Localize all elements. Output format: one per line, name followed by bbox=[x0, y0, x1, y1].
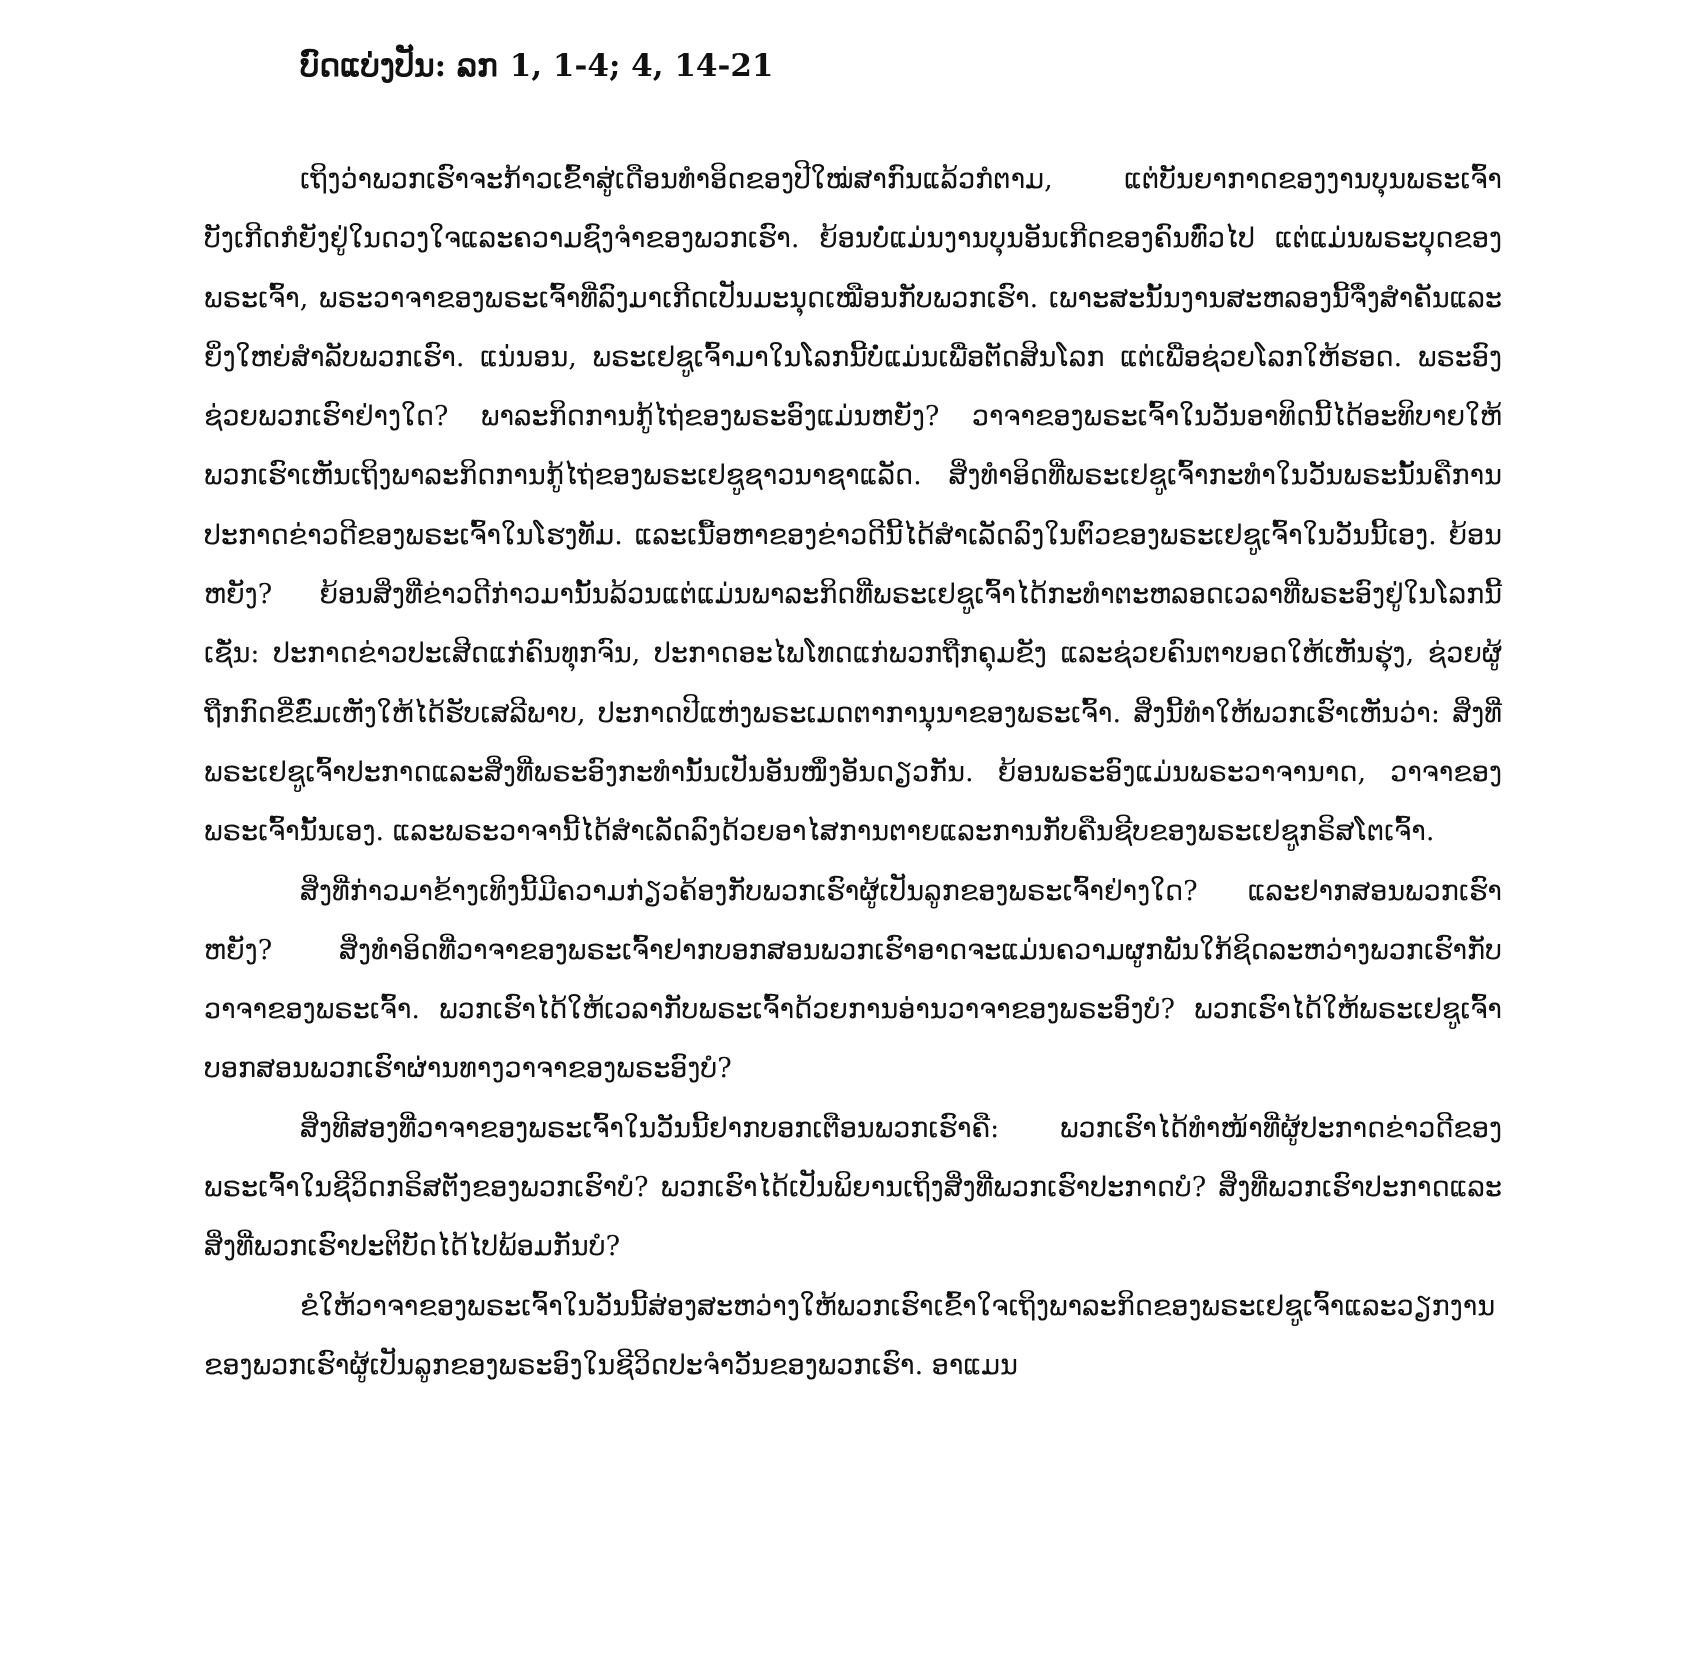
paragraph-4: ຂໍໃຫ້ວາຈາຂອງພຣະເຈົ້າໃນວັນນີ້ສ່ອງສະຫວ່າງໃຫ້ພວກເຮົາເຂົ້າໃຈເຖິງພາລະກິດຂອງພຣະເຢຊູເຈົ້າແລະວຽກງານຂອງພວກເຮົາຜູ້ເປັນລູກຂອງພຣະອົງໃນຊີວິດປະຈຳວັນຂອງພວກເຮົາ. ອາແມນ bbox=[204, 1290, 1496, 1381]
paragraph-1: ເຖິງວ່າພວກເຮົາຈະກ້າວເຂົ້າສູ່ເດືອນທຳອິດຂອງປີໃໝ່ສາກົນແລ້ວກໍຕາມ, ແຕ່ບັນຍາກາດຂອງງານບຸນພຣະເຈົ້າບັງເກີດກໍຍັງຢູ່ໃນດວງໃຈແລະຄວາມຊົງຈຳຂອງພວກເຮົາ. ຍ້ອນບໍ່ແມ່ນງານບຸນອັນເກີດຂອງຄົນທົ່ວໄປ ແຕ່ແມ່ນພຣະບຸດຂອງພຣະເຈົ້າ, ພຣະວາຈາຂອງພຣະເຈົ້າທີ່ລົງມາເກີດເປັນມະນຸດເໝືອນກັບພວກເຮົາ. ເພາະສະນັ້ນງານສະຫລອງນີ້ຈຶ່ງສຳຄັນແລະຍິ່ງໃຫຍ່ສຳລັບພວກເຮົາ. ແນ່ນອນ, ພຣະເຢຊູເຈົ້າມາໃນໂລກນີ້ບໍ່ແມ່ນເພື່ອຕັດສິນໂລກ ແຕ່ເພື່ອຊ່ວຍໂລກໃຫ້ຮອດ. ພຣະອົງຊ່ວຍພວກເຮົາຢ່າງໃດ? ພາລະກິດການກູ້ໄຖ່ຂອງພຣະອົງແມ່ນຫຍັງ? ວາຈາຂອງພຣະເຈົ້າໃນວັນອາທິດນີ້ໄດ້ອະທິບາຍໃຫ້ພວກເຮົາເຫັນເຖິງພາລະກິດການກູ້ໄຖ່ຂອງພຣະເຢຊູຊາວນາຊາແລັດ. ສິ່ງທຳອິດທີ່ພຣະເຢຊູເຈົ້າກະທຳໃນວັນພຣະນັ້ນຄືການປະກາດຂ່າວດີຂອງພຣະເຈົ້າໃນໂຮງທັມ. ແລະເນື້ອຫາຂອງຂ່າວດີນີ້ໄດ້ສຳເລັດລົງໃນຕົວຂອງພຣະເຢຊູເຈົ້າໃນວັນນີ້ເອງ. ຍ້ອນຫຍັງ? ຍ້ອນສິ່ງທີ່ຂ່າວດີກ່າວມານັ້ນລ້ວນແຕ່ແມ່ນພາລະກິດທີ່ພຣະເຢຊູເຈົ້າໄດ້ກະທຳຕະຫລອດເວລາທີ່ພຣະອົງຢູ່ໃນໂລກນີ້ເຊັ່ນ: ປະກາດຂ່າວປະເສີດແກ່ຄົນທຸກຈົນ, ປະກາດອະໄພໂທດແກ່ພວກຖືກຄຸມຂັງ ແລະຊ່ວຍຄົນຕາບອດໃຫ້ເຫັນຮຸ່ງ, ຊ່ວຍຜູ້ຖືກກົດຂີ່ຂົ່ມເຫັງໃຫ້ໄດ້ຮັບເສລີພາບ, ປະກາດປີແຫ່ງພຣະເມດຕາການຸນາຂອງພຣະເຈົ້າ. ສິ່ງນີ້ທຳໃຫ້ພວກເຮົາເຫັນວ່າ: ສິ່ງທີ່ພຣະເຢຊູເຈົ້າປະກາດແລະສິ່ງທີ່ພຣະອົງກະທຳນັ້ນເປັນອັນໜຶ່ງອັນດຽວກັນ. ຍ້ອນພຣະອົງແມ່ນພຣະວາຈານາດ, ວາຈາຂອງພຣະເຈົ້ານັ້ນເອງ. ແລະພຣະວາຈານີ້ໄດ້ສຳເລັດລົງດ້ວຍອາໄສການຕາຍແລະການກັບຄືນຊີບຂອງພຣະເຢຊູກຣິສໂຕເຈົ້າ. bbox=[204, 164, 1502, 848]
paragraph-2: ສິ່ງທີ່ກ່າວມາຂ້າງເທິງນີ້ມີຄວາມກ່ຽວຄ້ອງກັບພວກເຮົາຜູ້ເປັນລູກຂອງພຣະເຈົ້າຢ່າງໃດ? ແລະຢາກສອນພວກເຮົາຫຍັງ? ສິ່ງທຳອິດທີ່ວາຈາຂອງພຣະເຈົ້າຢາກບອກສອນພວກເຮົາອາດຈະແມ່ນຄວາມຜູກພັນໃກ້ຊິດລະຫວ່າງພວກເຮົາກັບວາຈາຂອງພຣະເຈົ້າ. ພວກເຮົາໄດ້ໃຫ້ເວລາກັບພຣະເຈົ້າດ້ວຍການອ່ານວາຈາຂອງພຣະອົງບໍ? ພວກເຮົາໄດ້ໃຫ້ພຣະເຢຊູເຈົ້າບອກສອນພວກເຮົາຜ່ານທາງວາຈາຂອງພຣະອົງບໍ? bbox=[204, 875, 1502, 1085]
heading-title: ບົດແບ່ງປັນ: ລກ bbox=[300, 48, 498, 84]
document-body bbox=[204, 150, 1502, 1395]
document-heading bbox=[300, 38, 773, 94]
scripture-reference: 1, 1-4; 4, 14-21 bbox=[509, 48, 774, 84]
paragraph-3: ສິ່ງທີສອງທີ່ວາຈາຂອງພຣະເຈົ້າໃນວັນນີ້ຢາກບອກເຕືອນພວກເຮົາຄື: ພວກເຮົາໄດ້ທຳໜ້າທີ່ຜູ້ປະກາດຂ່າວດີຂອງພຣະເຈົ້າໃນຊີວິດກຣິສຕັງຂອງພວກເຮົາບໍ? ພວກເຮົາໄດ້ເປັນພິຍານເຖິງສິ່ງທີ່ພວກເຮົາປະກາດບໍ? ສິ່ງທີ່ພວກເຮົາປະກາດແລະສິ່ງທີ່ພວກເຮົາປະຕິບັດໄດ້ໄປພ້ອມກັນບໍ? bbox=[204, 1112, 1502, 1263]
